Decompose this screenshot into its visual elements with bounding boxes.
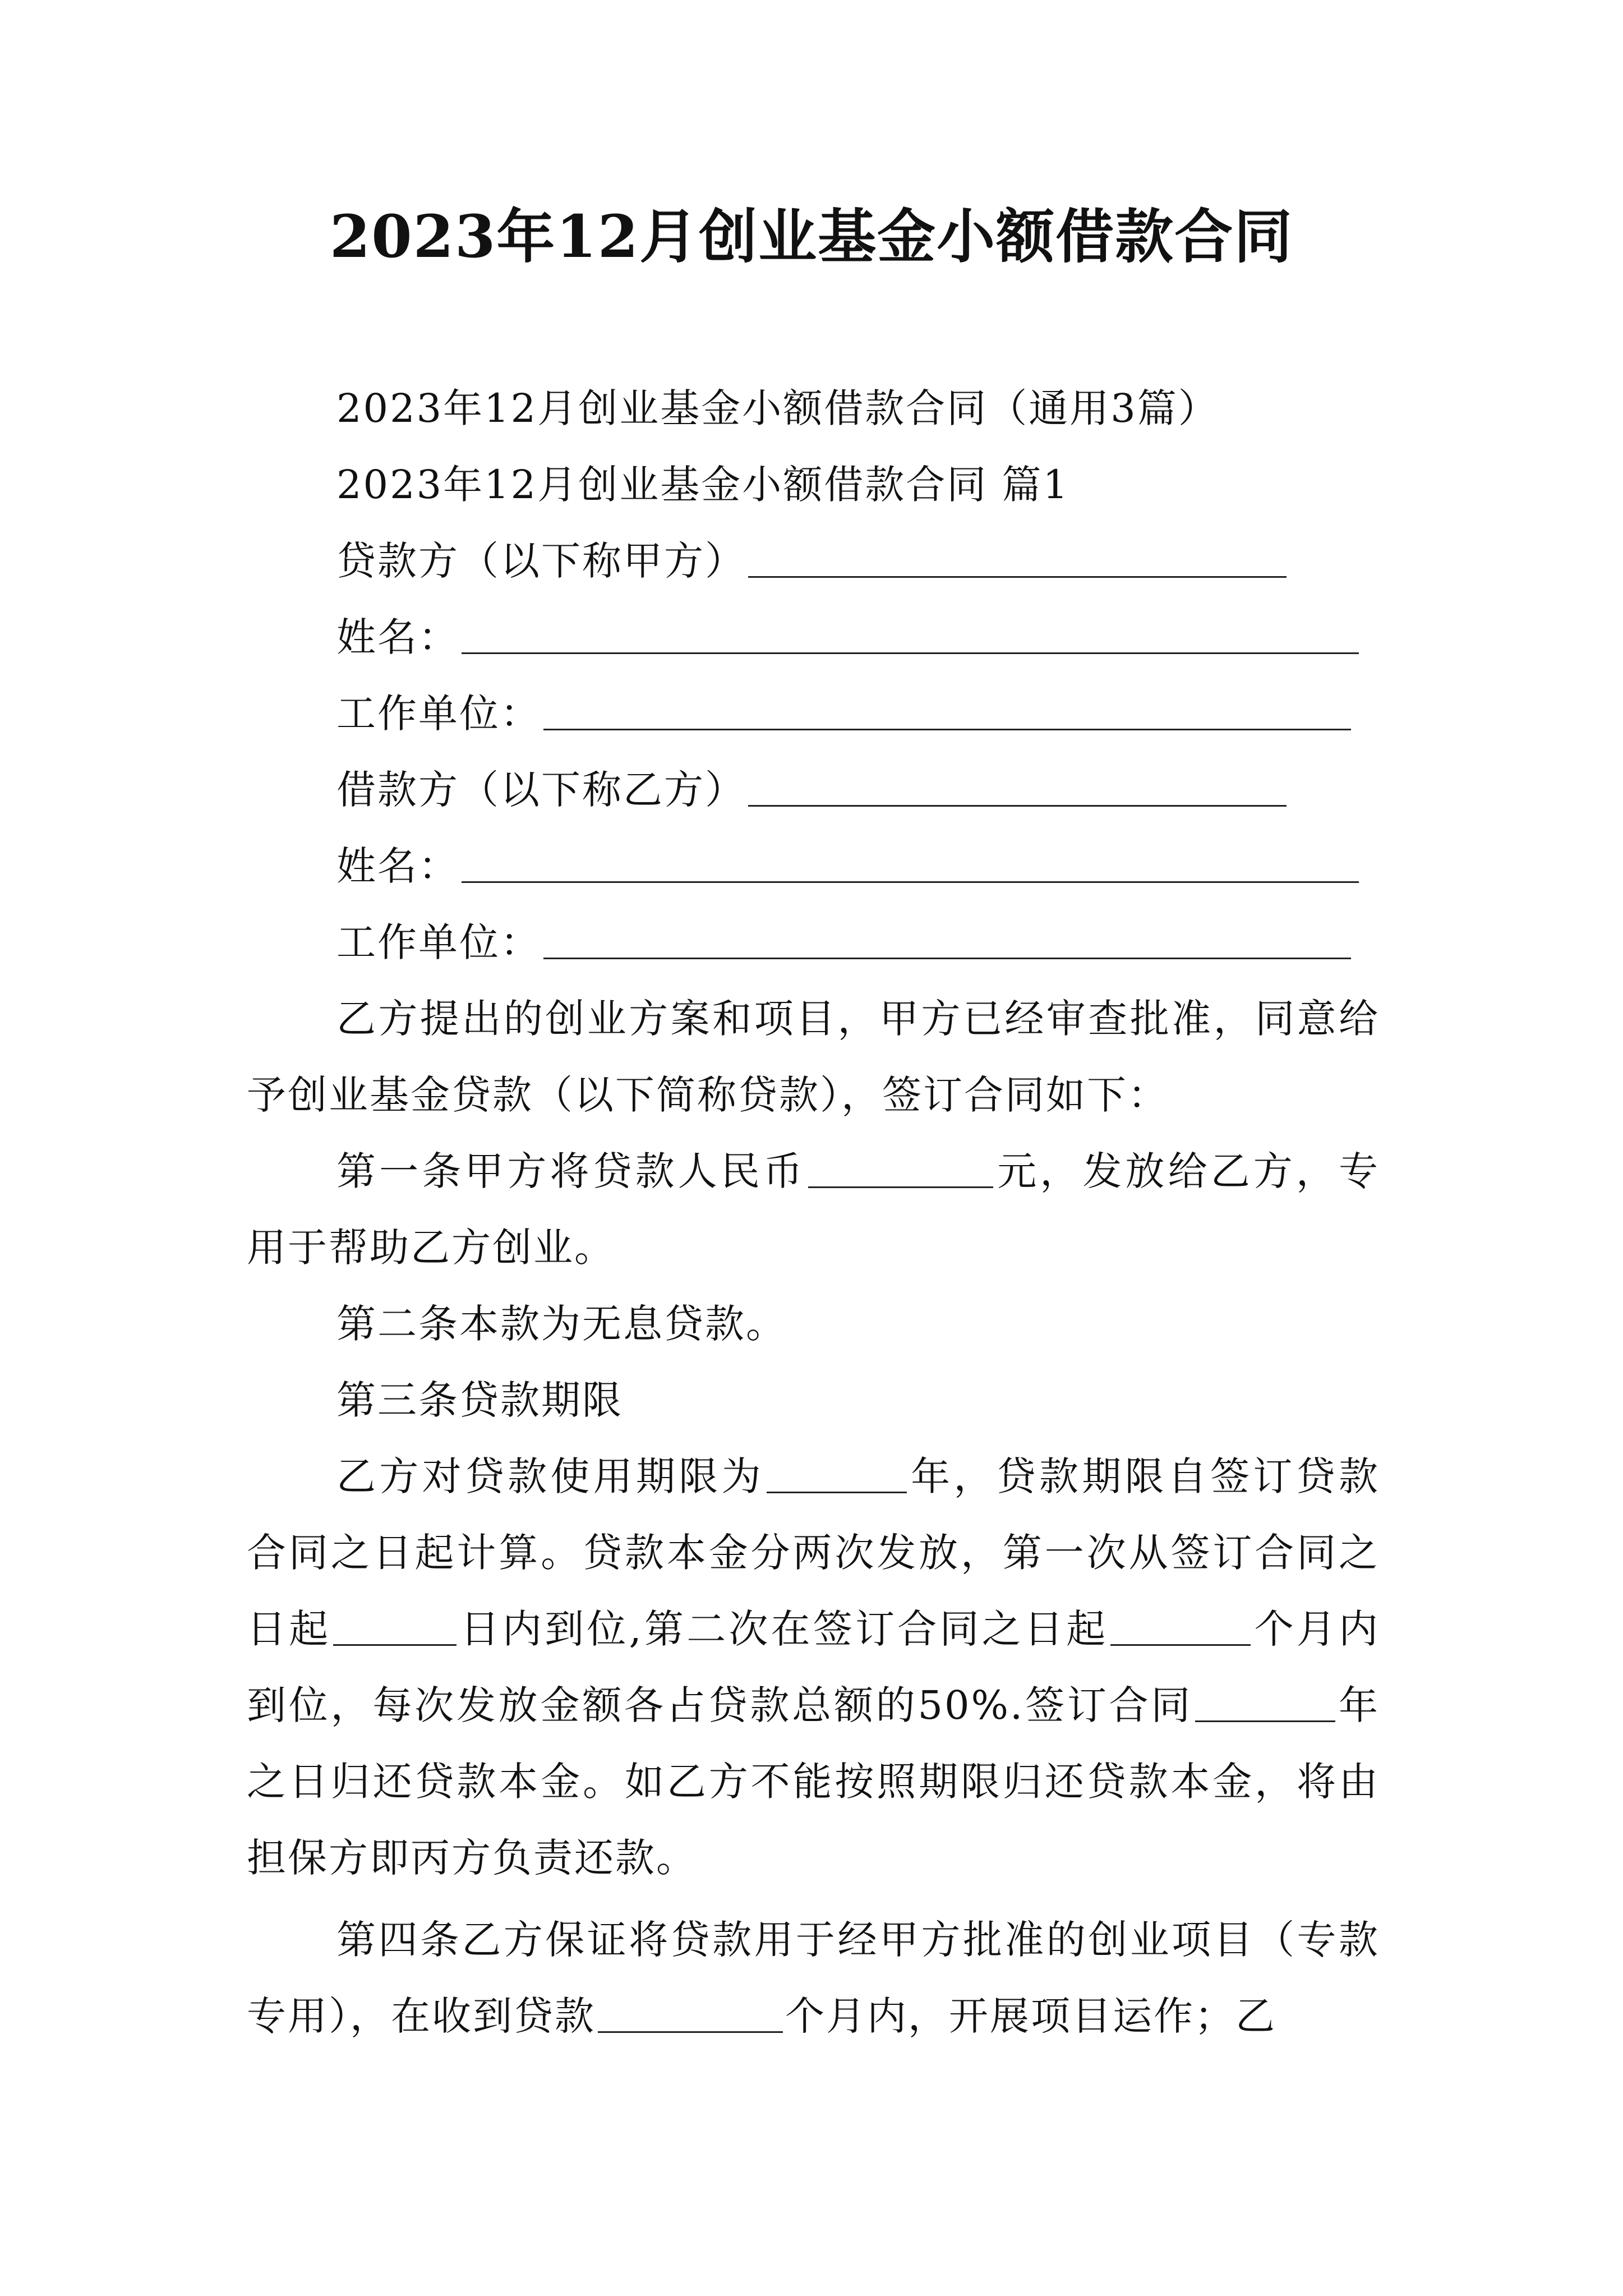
repayment-years-blank [1195, 1685, 1335, 1722]
article-3-text-e: 年之日归还贷款本金。如乙方不能按照期限归还贷款本金，将由担保方即丙方负责还款。 [247, 1682, 1380, 1881]
second-release-months-blank [1110, 1609, 1251, 1646]
document-body [247, 370, 1380, 2054]
amount-blank [808, 1151, 993, 1188]
borrower-name-blank [462, 846, 1359, 883]
article-4-text-b: 个月内，开展项目运作；乙 [785, 1993, 1276, 2039]
borrower-workplace-label: 工作单位： [336, 919, 541, 965]
article-3-heading-text: 第三条贷款期限 [336, 1377, 623, 1423]
article-1 [247, 1133, 1380, 1286]
project-start-months-blank [598, 1996, 783, 2033]
borrower-name-line [247, 828, 1380, 904]
borrower-label: 借款方（以下称乙方） [336, 767, 746, 813]
lender-workplace-line [247, 675, 1380, 752]
article-4 [247, 1902, 1380, 2054]
article-3-text-c: 日内到位,第二次在签订合同之日起 [459, 1606, 1109, 1652]
article-3-text-a: 乙方对贷款使用期限为 [336, 1453, 764, 1499]
subtitle-text: 2023年12月创业基金小额借款合同（通用3篇） [336, 385, 1219, 431]
article-3-text-b: 年，贷款期限自签订贷款合同之日起计算。贷款本金分两次发放，第一次从签订合同之日起 [247, 1453, 1380, 1652]
lender-name-label: 姓名： [336, 614, 459, 660]
lender-name-blank [462, 617, 1359, 654]
lender-blank [748, 541, 1287, 578]
lender-name-line [247, 599, 1380, 675]
lender-label: 贷款方（以下称甲方） [336, 538, 746, 584]
subtitle-line [247, 370, 1380, 447]
term-years-blank [767, 1456, 907, 1493]
intro-paragraph [247, 981, 1380, 1133]
intro-text: 乙方提出的创业方案和项目，甲方已经审查批准，同意给予创业基金贷款（以下简称贷款），签订合同如下： [247, 996, 1380, 1118]
article-2-text: 第二条本款为无息贷款。 [336, 1301, 787, 1347]
borrower-line [247, 752, 1380, 828]
borrower-workplace-blank [543, 922, 1351, 959]
article-4-text-a: 第四条乙方保证将贷款用于经甲方批准的创业项目（专款专用），在收到贷款 [247, 1917, 1380, 2039]
borrower-workplace-line [247, 904, 1380, 981]
lender-workplace-label: 工作单位： [336, 691, 541, 737]
section-heading [247, 447, 1380, 523]
document-title: 2023年12月创业基金小额借款合同 [329, 202, 1294, 271]
article-1-text-b: 元，发放给乙方，专用于帮助乙方创业。 [247, 1148, 1380, 1271]
article-1-text-a: 第一条甲方将贷款人民币 [336, 1148, 806, 1194]
article-3-body [247, 1438, 1380, 1896]
borrower-name-label: 姓名： [336, 843, 459, 889]
article-3-text-d: 个月内到位，每次发放金额各占贷款总额的50%.签订合同 [247, 1606, 1380, 1728]
borrower-blank [748, 770, 1287, 807]
section-heading-text: 2023年12月创业基金小额借款合同 篇1 [336, 462, 1070, 508]
lender-workplace-blank [543, 693, 1351, 730]
article-2 [247, 1286, 1380, 1362]
article-3-heading [247, 1362, 1380, 1438]
first-release-days-blank [333, 1609, 457, 1646]
lender-line [247, 523, 1380, 599]
